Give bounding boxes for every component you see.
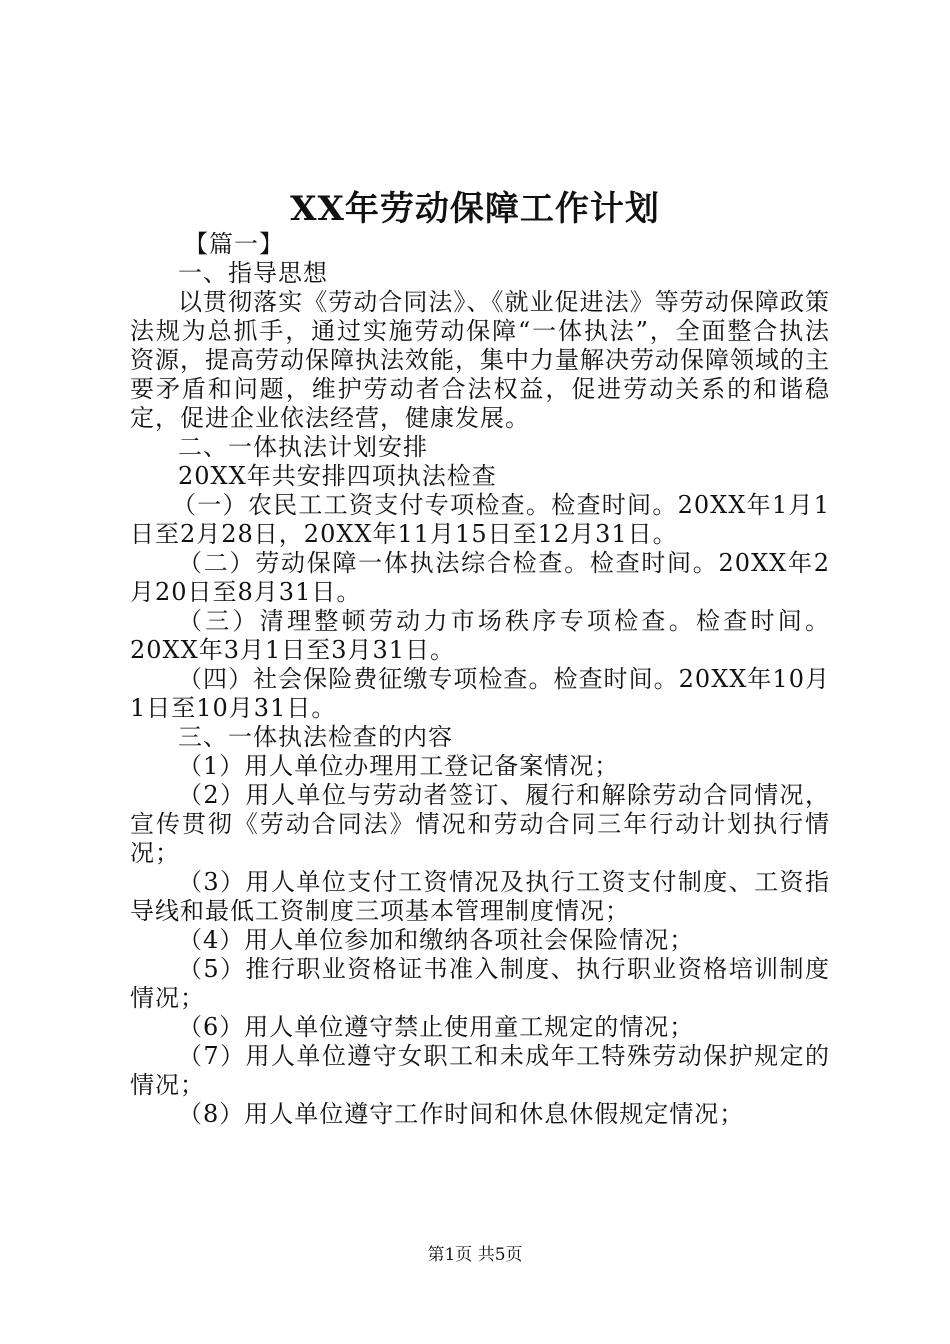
content-item: （5）推行职业资格证书准入制度、执行职业资格培训制度情况；: [130, 955, 830, 1012]
plan-item: （四）社会保险费征缴专项检查。检查时间。20XX年10月1日至10月31日。: [130, 665, 830, 722]
heading-plan-arrangement: 二、一体执法计划安排: [178, 433, 428, 461]
document-body: [130, 230, 830, 1129]
heading-inspection-content: 三、一体执法检查的内容: [178, 723, 453, 751]
section-label: 【篇一】: [184, 230, 284, 258]
plan-item: （三）清理整顿劳动力市场秩序专项检查。检查时间。20XX年3月1日至3月31日。: [130, 607, 830, 664]
heading-guiding-ideology: 一、指导思想: [178, 259, 328, 287]
plan-item: （二）劳动保障一体执法综合检查。检查时间。20XX年2月20日至8月31日。: [130, 549, 830, 606]
content-item: （4）用人单位参加和缴纳各项社会保险情况；: [178, 926, 695, 954]
plan-item: （一）农民工工资支付专项检查。检查时间。20XX年1月1日至2月28日，20XX年11月15日至12月31日。: [130, 491, 830, 548]
page-title: XX年劳动保障工作计划: [290, 189, 660, 229]
content-item: （2）用人单位与劳动者签订、履行和解除劳动合同情况，宣传贯彻《劳动合同法》情况和劳动合同三年行动计划执行情况；: [130, 781, 830, 867]
content-item: （7）用人单位遵守女职工和未成年工特殊劳动保护规定的情况；: [130, 1042, 830, 1099]
plan-intro: 20XX年共安排四项执法检查: [178, 462, 497, 490]
content-item: （8）用人单位遵守工作时间和休息休假规定情况；: [178, 1100, 745, 1128]
content-item: （6）用人单位遵守禁止使用童工规定的情况；: [178, 1013, 695, 1041]
content-item: （3）用人单位支付工资情况及执行工资支付制度、工资指导线和最低工资制度三项基本管理制度情况；: [130, 868, 830, 925]
paragraph-guiding-ideology: 以贯彻落实《劳动合同法》、《就业促进法》等劳动保障政策法规为总抓手，通过实施劳动保障“一体执法”，全面整合执法资源，提高劳动保障执法效能，集中力量解决劳动保障领域的主要矛盾和问题，维护劳动者合法权益，促进劳动关系的和谐稳定，促进企业依法经营，健康发展。: [130, 288, 830, 432]
content-item: （1）用人单位办理用工登记备案情况；: [178, 752, 620, 780]
page-footer: 第1页 共5页: [427, 1245, 523, 1265]
